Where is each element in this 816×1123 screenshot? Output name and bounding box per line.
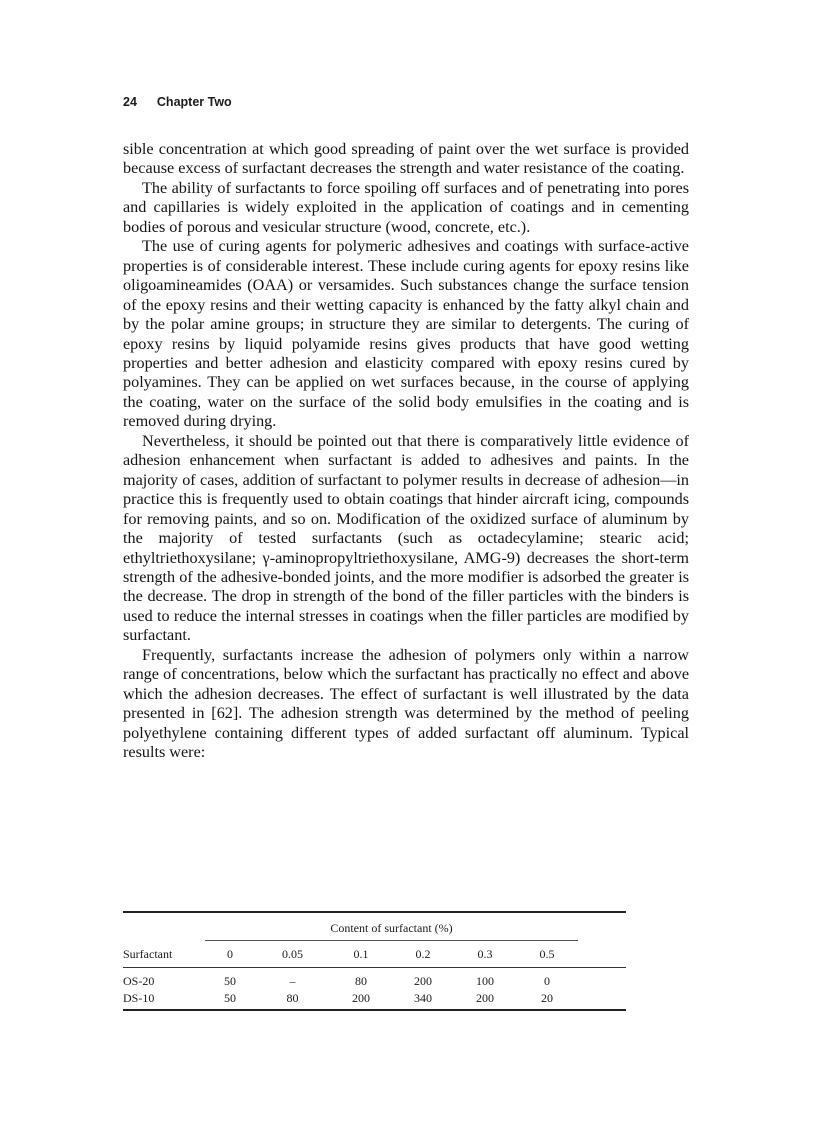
table-cell: 50 xyxy=(224,974,236,988)
paragraph: The use of curing agents for polymeric adhesives and coatings with surface-active properties is of considerable interest. These include curing agents for epoxy resins like oligoamineamides (OAA) or versamides. Such substances change the surface tension of the epoxy resins and their wetting capacity is enhanced by the fatty alkyl chain and by the polar amine groups; in structure they are similar to detergents. The curing of epoxy resins by liquid polyamide resins gives products that have good wetting properties and better adhesion and elasticity compared with epoxy resins cured by polyamines. They can be applied on wet surfaces because, in the course of applying the coating, water on the surface of the solid body emulsifies in the coating and is removed during drying. xyxy=(123,237,689,431)
table-row-header: Surfactant xyxy=(123,941,205,968)
table-cell: 200 xyxy=(414,974,432,988)
table-cell: 20 xyxy=(516,989,578,1010)
table-column-header: 0.05 xyxy=(255,941,330,968)
table-column-header: 0.5 xyxy=(516,941,578,968)
chapter-title: Chapter Two xyxy=(156,95,232,109)
table-spanner-row xyxy=(123,912,626,941)
table-row xyxy=(123,968,626,990)
table-cell: 80 xyxy=(355,974,367,988)
page-number: 24 xyxy=(123,95,137,109)
table-cell: 0 xyxy=(544,974,550,988)
table-cell: 200 xyxy=(330,989,392,1010)
table-cell: 100 xyxy=(476,974,494,988)
table-spanner-label: Content of surfactant (%) xyxy=(205,912,578,941)
table-cell: 80 xyxy=(255,989,330,1010)
table-column-header: 0 xyxy=(205,941,255,968)
table-cell: 200 xyxy=(454,989,516,1010)
table-cell: – xyxy=(289,974,296,988)
paragraph: Nevertheless, it should be pointed out that there is comparatively little evidence of adhesion enhancement when surfactant is added to adhesives and paints. In the majority of cases, addition of surfactant to polymer results in decrease of adhesion—in practice this is frequently used to obtain coatings that hinder aircraft icing, compounds for removing paints, and so on. Modification of the oxidized surface of aluminum by the majority of tested surfactants (such as octadecylamine; stearic acid; ethyltriethoxysilane; γ-aminopropyltriethoxysilane, AMG-9) decreases the short-term strength of the adhesive-bonded joints, and the more modifier is adsorbed the greater is the decrease. The drop in strength of the bond of the filler particles with the binders is used to reduce the internal stresses in coatings when the filler particles are modified by surfactant. xyxy=(123,431,689,645)
table-cell-surfactant: OS-20 xyxy=(123,974,155,988)
table-cell: 50 xyxy=(205,989,255,1010)
paragraph: The ability of surfactants to force spoiling off surfaces and of penetrating into pores and capillaries is widely exploited in the application of coatings and in cementing bodies of porous and vesicular structure (wood, concrete, etc.). xyxy=(123,178,689,236)
paragraph: Frequently, surfactants increase the adhesion of polymers only within a narrow range of concentrations, below which the surfactant has practically no effect and above which the adhesion decreases. The effect of surfactant is well illustrated by the data presented in [62]. The adhesion strength was determined by the method of peeling polyethylene containing different types of added surfactant off aluminum. Typical results were: xyxy=(123,645,689,762)
table-cell: 340 xyxy=(392,989,454,1010)
table-column-header: 0.1 xyxy=(330,941,392,968)
table-column-header: 0.3 xyxy=(454,941,516,968)
surfactant-adhesion-table xyxy=(123,911,626,1011)
table-header-row xyxy=(123,941,626,968)
table-row xyxy=(123,989,626,1010)
table-column-header: 0.2 xyxy=(392,941,454,968)
table-cell-surfactant: DS-10 xyxy=(123,989,205,1010)
body-text xyxy=(123,140,689,763)
running-head xyxy=(123,95,232,109)
paragraph: sible concentration at which good spreading of paint over the wet surface is provided because excess of surfactant decreases the strength and water resistance of the coating. xyxy=(123,140,689,178)
